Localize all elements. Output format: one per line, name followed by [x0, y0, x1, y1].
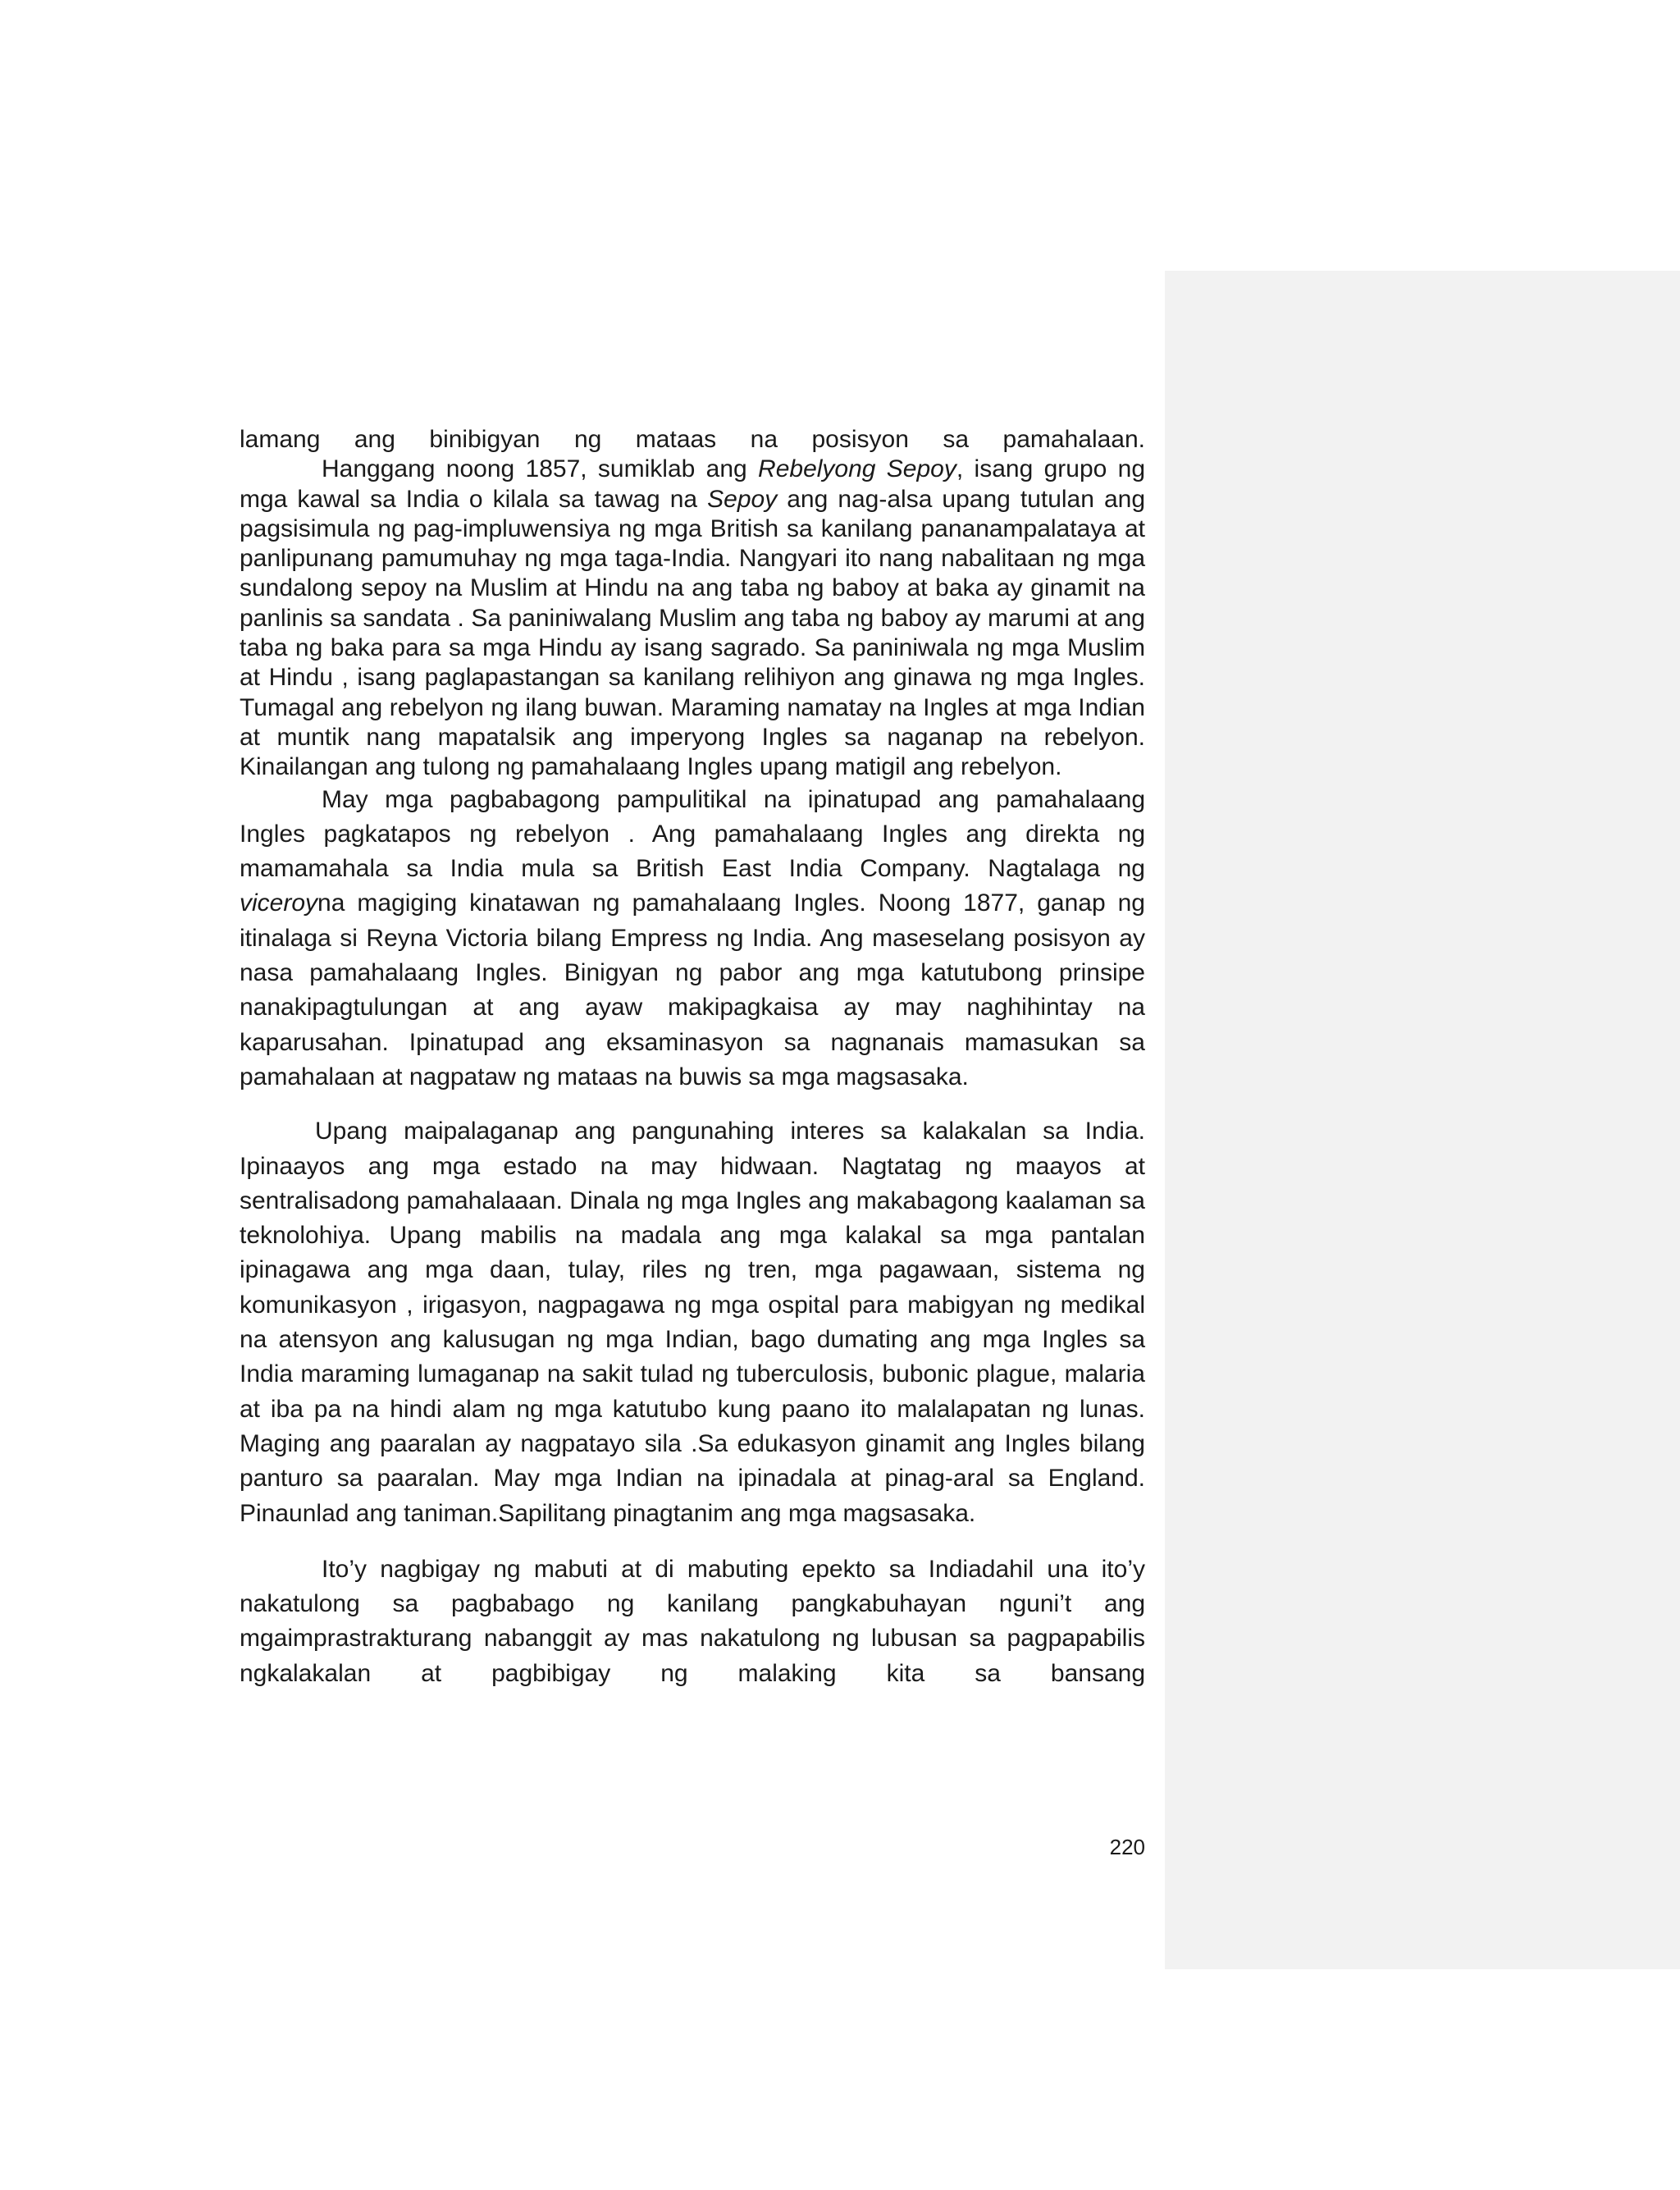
paragraph-trade-interests: Upang maipalaganap ang pangunahing interes sa kalakalan sa India. Ipinaayos ang mga estado na may hidwaan. Nagtatag ng maayos at sentralisadong pamahalaaan. Dinala ng mga Ingles ang makabagong kaalaman sa teknolohiya. Upang mabilis na madala ang mga kalakal sa mga pantalan ipinagawa ang mga daan, tulay, riles ng tren, mga pagawaan, sistema ng komunikasyon , irigasyon, nagpagawa ng mga ospital para mabigyan ng medikal na atensyon ang kalusugan ng mga Indian, bago dumating ang mga Ingles sa India maraming lumaganap na sakit tulad ng tuberculosis, bubonic plague, malaria at iba pa na hindi alam ng mga katutubo kung paano ito malalapatan ng lunas. Maging ang paaralan ay nagpatayo sila .Sa edukasyon ginamit ang Ingles bilang panturo sa paaralan. May mga Indian na ipinadala at pinag-aral sa England. Pinaunlad ang taniman.Sapilitang pinagtanim ang mga magsasaka. — [240, 1118, 1145, 1527]
paragraph-effects: Ito’y nagbigay ng mabuti at di mabuting epekto sa Indiadahil una ito’y nakatulong sa pagbabago ng kanilang pangkabuhayan nguni’t ang mgaimprastrakturang nabanggit ay mas nakatulong ng lubusan sa pagpapabilis ngkalakalan at pagbibigay ng malaking kita sa bansang — [240, 1555, 1145, 1687]
italic-term: viceroy — [240, 889, 318, 917]
document-body — [240, 425, 1145, 1691]
comment-margin-pane — [1165, 271, 1680, 1969]
page-number: 220 — [1109, 1835, 1145, 1859]
continued-line: lamang ang binibigyan ng mataas na posisyon sa pamahalaan. — [240, 426, 1145, 453]
italic-term: Rebelyong Sepoy — [758, 455, 956, 483]
italic-term: Sepoy — [707, 485, 778, 513]
paragraph-sepoy-rebellion: Hanggang noong 1857, sumiklab ang Rebelyong Sepoy, isang grupo ng mga kawal sa India o kilala sa tawag na Sepoy ang nag-alsa upang tutulan ang pagsisimula ng pag-impluwensiya ng mga British sa kanilang pananampalataya at panlipunang pamumuhay ng mga taga-India. Nangyari ito nang nabalitaan ng mga sundalong sepoy na Muslim at Hindu na ang taba ng baboy at baka ay ginamit na panlinis sa sandata . Sa paniniwalang Muslim ang taba ng baboy ay marumi at ang taba ng baka para sa mga Hindu ay isang sagrado. Sa paniniwala ng mga Muslim at Hindu , isang paglapastangan sa kanilang relihiyon ang ginawa ng mga Ingles. Tumagal ang rebelyon ng ilang buwan. Maraming namatay na Ingles at mga Indian at muntik nang mapatalsik ang imperyong Ingles sa naganap na rebelyon. Kinailangan ang tulong ng pamahalaang Ingles upang matigil ang rebelyon. — [240, 455, 1146, 781]
paragraph-political-changes: May mga pagbabagong pampulitikal na ipinatupad ang pamahalaang Ingles pagkatapos ng rebelyon . Ang pamahalaang Ingles ang direkta ng mamamahala sa India mula sa British East India Company. Nagtalaga ng viceroyna magiging kinatawan ng pamahalaang Ingles. Noong 1877, ganap ng itinalaga si Reyna Victoria bilang Empress ng India. Ang maseselang posisyon ay nasa pamahalaang Ingles. Binigyan ng pabor ang mga katutubong prinsipe nanakipagtulungan at ang ayaw makipagkaisa ay may naghihintay na kaparusahan. Ipinatupad ang eksaminasyon sa nagnanais mamasukan sa pamahalaan at nagpataw ng mataas na buwis sa mga magsasaka. — [240, 785, 1145, 1090]
